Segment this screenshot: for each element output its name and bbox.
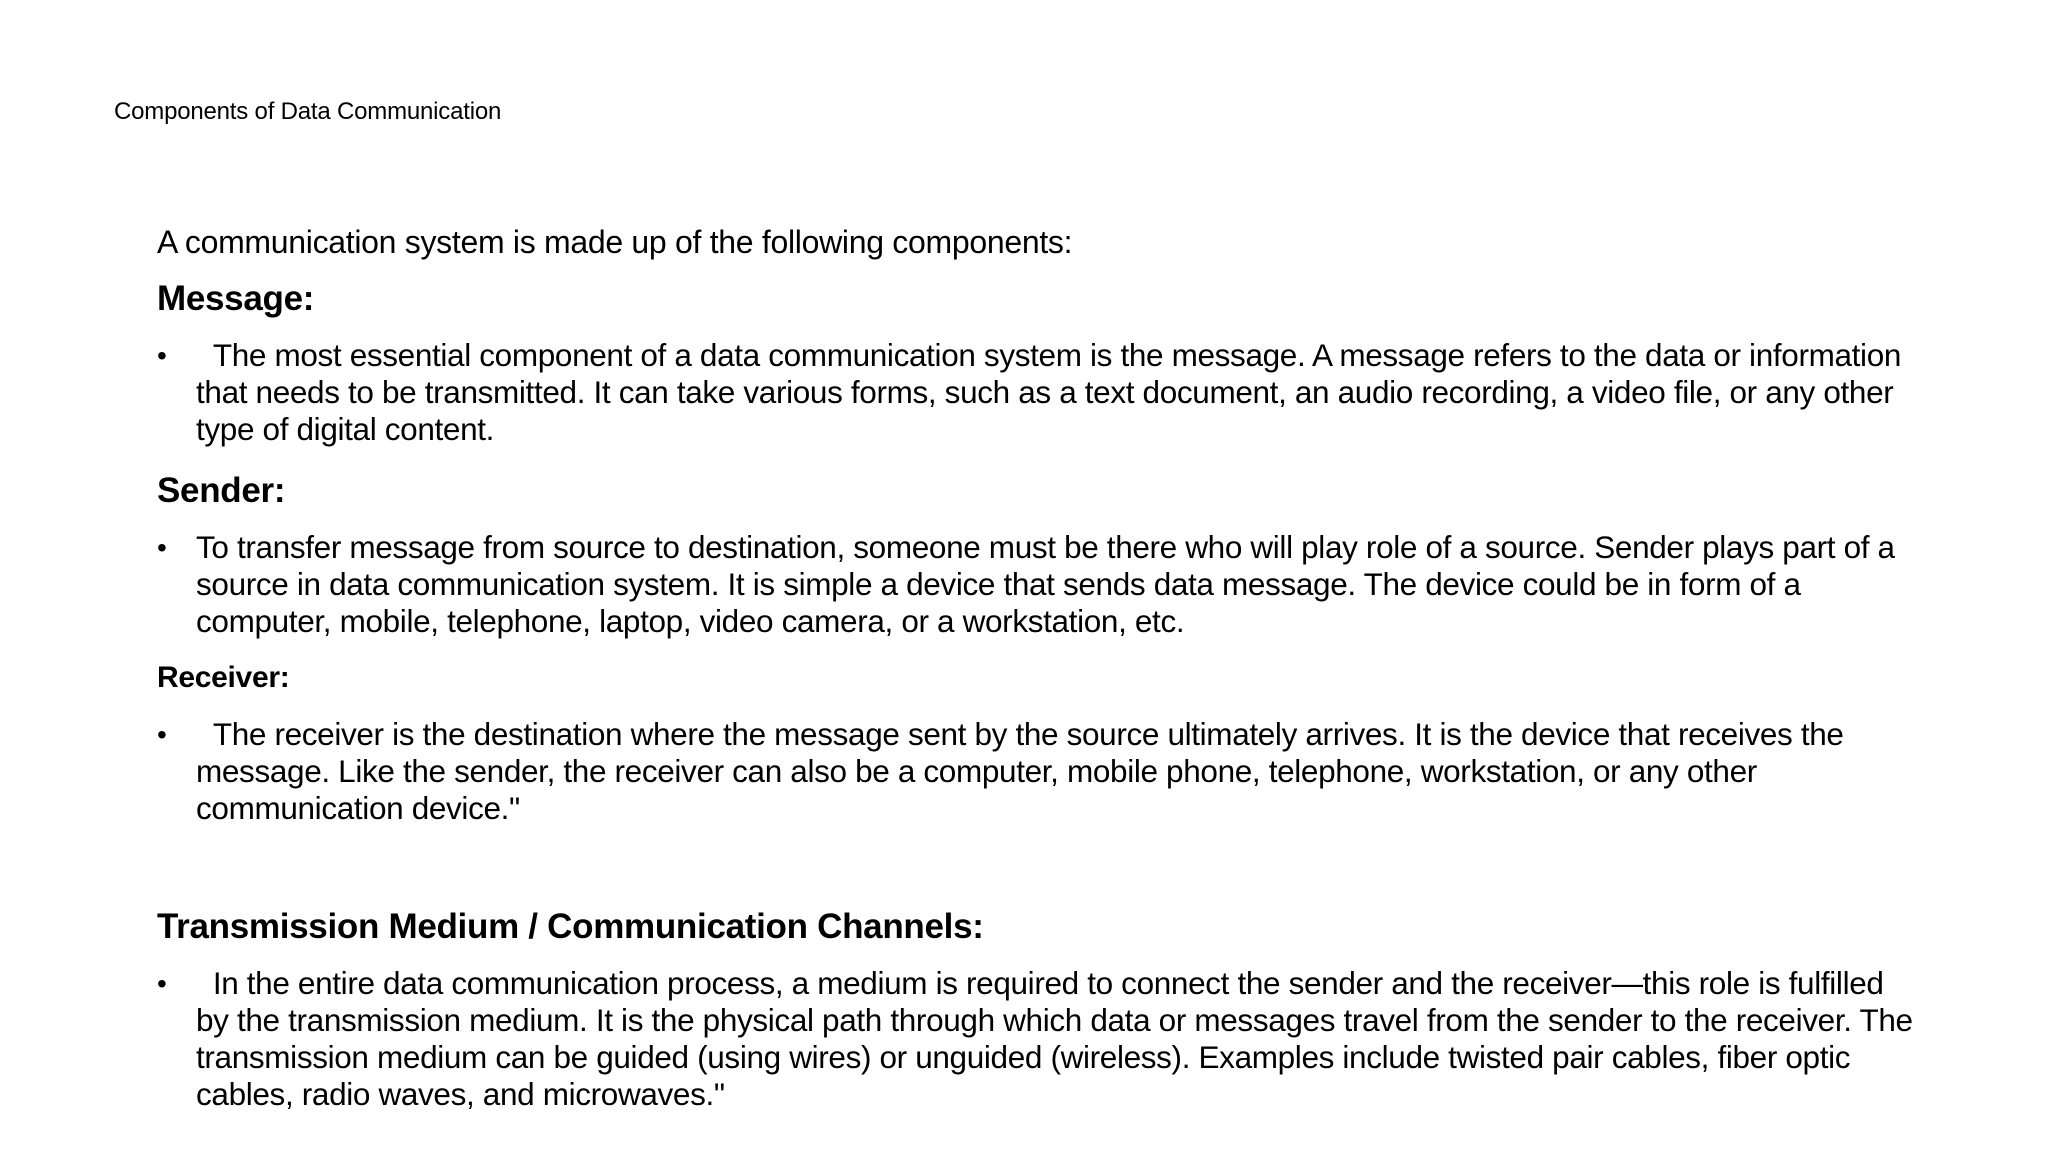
heading-receiver: Receiver:: [157, 661, 290, 694]
bullet-text: To transfer message from source to destination, someone must be there who will play role of a source. Sender plays part of a source in data communication system. It is simple a device that sends data message. The device could be in form of a computer, mobile, telephone, laptop, video camera, or a workstation, etc.: [196, 529, 1904, 639]
bullet-icon: •: [157, 719, 167, 750]
bullet-transmission-medium: [157, 965, 1922, 1113]
bullet-text: The receiver is the destination where the message sent by the source ultimately arrives. It is the device that receives the message. Like the sender, the receiver can also be a computer, mobile phone, telephone, workstation, or any other communication device.": [196, 716, 1852, 826]
bullet-icon: •: [157, 532, 167, 563]
bullet-icon: •: [157, 340, 167, 371]
bullet-sender: [157, 529, 1917, 640]
heading-transmission-medium: Transmission Medium / Communication Channels:: [157, 907, 984, 946]
bullet-message: [157, 337, 1917, 448]
bullet-receiver: [157, 716, 1917, 827]
heading-sender: Sender:: [157, 471, 286, 510]
heading-message: Message:: [157, 279, 315, 318]
slide-title: Components of Data Communication: [114, 98, 502, 125]
intro-text: A communication system is made up of the following components:: [157, 224, 1073, 260]
bullet-text: In the entire data communication process, a medium is required to connect the sender and the receiver—this role is fulfilled by the transmission medium. It is the physical path through which data or messages travel from the sender to the receiver. The transmission medium can be guided (using wires) or unguided (wireless). Examples include twisted pair cables, fiber optic cables, radio waves, and microwaves.": [196, 965, 1922, 1112]
bullet-icon: •: [157, 968, 167, 999]
bullet-text: The most essential component of a data communication system is the message. A message refers to the data or information that needs to be transmitted. It can take various forms, such as a text document, an audio recording, a video file, or any other type of digital content.: [196, 337, 1910, 447]
slide-body: [157, 224, 1922, 1113]
